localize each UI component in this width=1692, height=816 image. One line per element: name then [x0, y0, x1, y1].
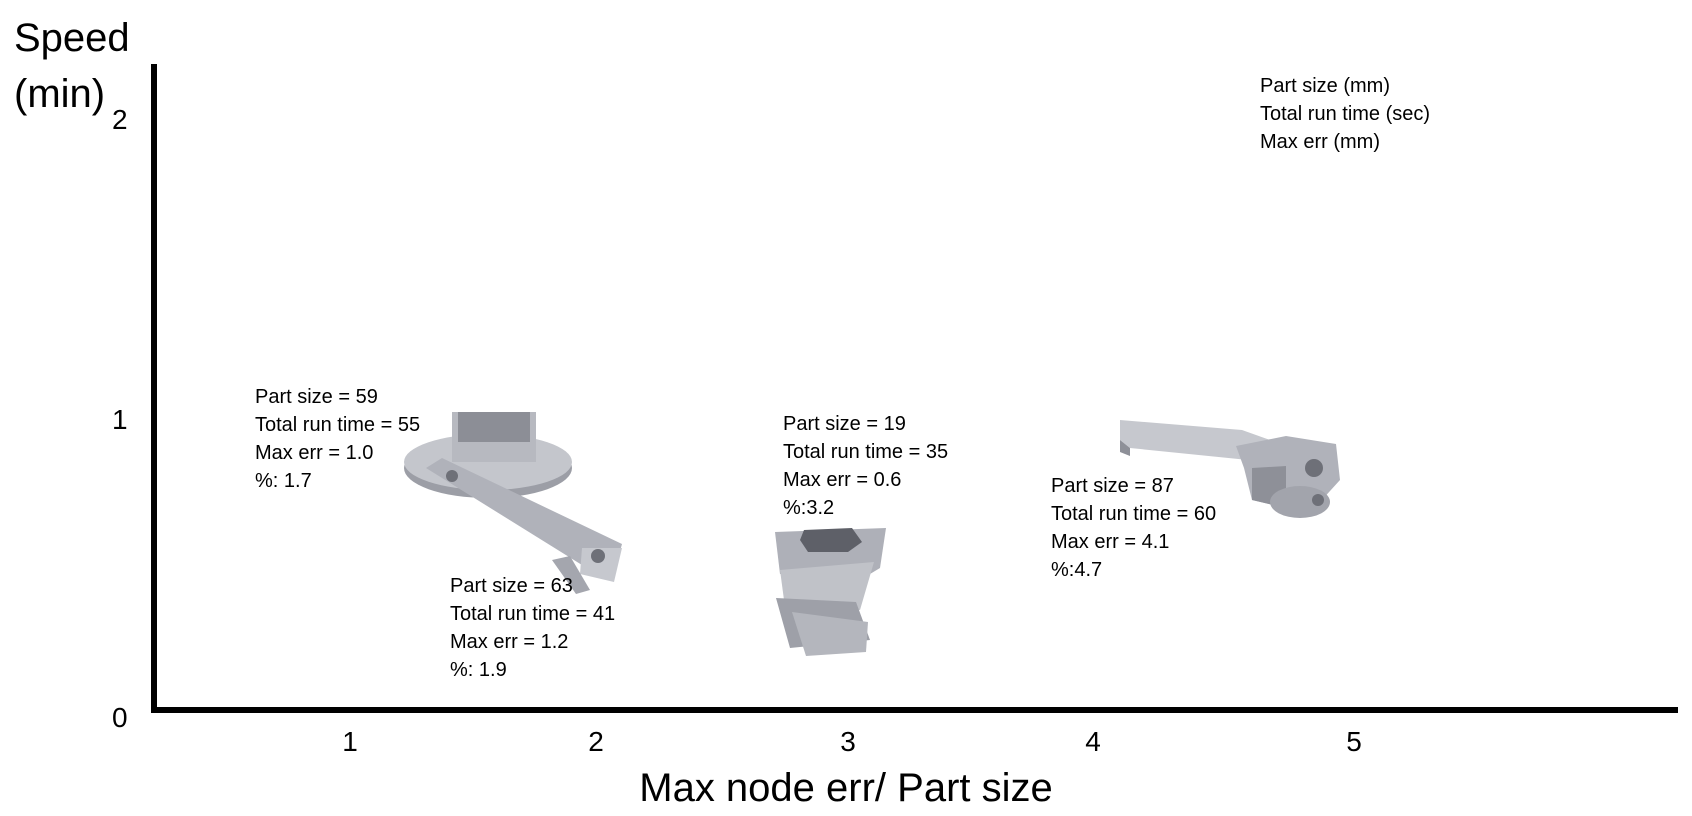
annotation-run-time: Total run time = 55 — [255, 414, 421, 436]
y-tick-label: 1 — [112, 404, 128, 435]
annotation-part-size: Part size = 87 — [1051, 475, 1174, 497]
legend-entry: Max err (mm) — [1260, 131, 1380, 153]
annotation-percent: %: 1.9 — [450, 659, 507, 681]
bracket-part-icon — [404, 412, 622, 594]
legend — [1260, 72, 1430, 156]
annotation-run-time: Total run time = 60 — [1051, 503, 1217, 525]
point-annotation — [1051, 472, 1216, 584]
annotation-part-size: Part size = 19 — [783, 413, 906, 435]
annotation-max-err: Max err = 0.6 — [783, 469, 902, 491]
annotation-percent: %:3.2 — [783, 497, 835, 519]
x-axis-label: Max node err/ Part size — [639, 766, 1053, 810]
x-tick-label: 2 — [588, 726, 604, 757]
annotation-part-size: Part size = 63 — [450, 575, 573, 597]
helical-screw-icon — [775, 528, 886, 656]
legend-entry: Part size (mm) — [1260, 75, 1390, 97]
annotation-run-time: Total run time = 35 — [783, 441, 949, 463]
point-annotation — [450, 572, 615, 684]
x-tick-label: 4 — [1085, 726, 1101, 757]
annotation-max-err: Max err = 1.2 — [450, 631, 569, 653]
data-point-helical-screw — [889, 538, 893, 542]
x-tick-label: 3 — [840, 726, 856, 757]
y-tick-label: 2 — [112, 104, 128, 135]
annotation-max-err: Max err = 4.1 — [1051, 531, 1170, 553]
legend-entry: Total run time (sec) — [1260, 103, 1431, 125]
x-tick-label: 5 — [1346, 726, 1362, 757]
point-annotation — [783, 410, 948, 522]
y-axis-label-line-2: (min) — [14, 72, 106, 116]
y-axis-label-line-1: Speed — [14, 16, 130, 60]
x-tick-label: 1 — [342, 726, 358, 757]
annotation-part-size: Part size = 59 — [255, 386, 378, 408]
annotation-max-err: Max err = 1.0 — [255, 442, 374, 464]
point-annotation — [255, 383, 420, 495]
annotation-percent: %:4.7 — [1051, 559, 1103, 581]
y-tick-label: 0 — [112, 702, 128, 733]
annotation-percent: %: 1.7 — [255, 470, 312, 492]
annotation-run-time: Total run time = 41 — [450, 603, 616, 625]
